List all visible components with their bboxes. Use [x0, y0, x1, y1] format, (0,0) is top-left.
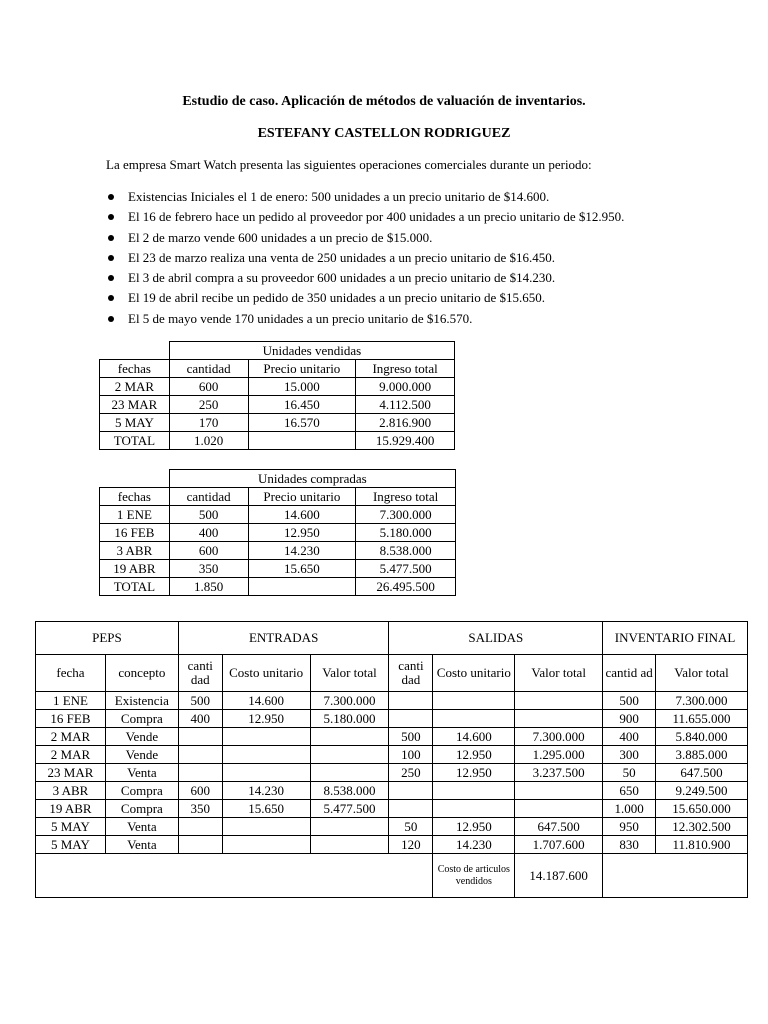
table-cell: 500 [389, 728, 433, 746]
table-cell: 5 MAY [36, 818, 106, 836]
column-header: cantidad [169, 488, 248, 506]
table-row [36, 746, 748, 764]
list-item: El 23 de marzo realiza una venta de 250 unidades a un precio unitario de $16.450. [106, 248, 624, 268]
table-row [36, 800, 748, 818]
table-cell: 16 FEB [100, 524, 170, 542]
table-row [36, 692, 748, 710]
column-header: Precio unitario [248, 488, 356, 506]
table-cell: 650 [603, 782, 656, 800]
column-header: fechas [100, 488, 170, 506]
group-header: ENTRADAS [178, 622, 389, 655]
table-cell: Vende [105, 746, 178, 764]
empty-cell [603, 854, 748, 898]
table-cell [222, 746, 310, 764]
table-cell [433, 782, 515, 800]
table-cell [178, 836, 222, 854]
table-cell [389, 782, 433, 800]
table-cell: 2 MAR [100, 378, 170, 396]
table-cell: 500 [178, 692, 222, 710]
empty-cell [100, 470, 170, 488]
table-cell: 500 [603, 692, 656, 710]
group-header: Unidades vendidas [169, 342, 454, 360]
cost-label: Costo de articulos vendidos [433, 854, 515, 898]
table-cell: 7.300.000 [356, 506, 456, 524]
group-header-row [36, 622, 748, 655]
table-cell: 900 [603, 710, 656, 728]
table-cell: 647.500 [515, 818, 603, 836]
table-cell: 8.538.000 [356, 542, 456, 560]
table-cell [433, 710, 515, 728]
table-cell [310, 746, 389, 764]
table-cell: 400 [603, 728, 656, 746]
table-cell [515, 782, 603, 800]
column-header: Costo unitario [222, 655, 310, 692]
table-cell: 3.885.000 [656, 746, 748, 764]
table-cell: 14.600 [222, 692, 310, 710]
column-header: Costo unitario [433, 655, 515, 692]
table-cell [222, 764, 310, 782]
table-cell: 11.810.900 [656, 836, 748, 854]
table-cell: Compra [105, 782, 178, 800]
table-cell [222, 818, 310, 836]
total-row [100, 578, 456, 596]
list-item: Existencias Iniciales el 1 de enero: 500 unidades a un precio unitario de $14.600. [106, 187, 624, 207]
table-cell: 14.230 [433, 836, 515, 854]
table-cell: 1.850 [169, 578, 248, 596]
table-cell: 1.000 [603, 800, 656, 818]
table-cell: 400 [169, 524, 248, 542]
table-cell: 4.112.500 [356, 396, 455, 414]
table-cell: 950 [603, 818, 656, 836]
column-header: Ingreso total [356, 488, 456, 506]
table-cell: 5.477.500 [310, 800, 389, 818]
table-cell [389, 692, 433, 710]
table-cell: 15.650 [222, 800, 310, 818]
table-cell: 1 ENE [36, 692, 106, 710]
table-cell: 14.600 [433, 728, 515, 746]
table-cell: 16.570 [248, 414, 356, 432]
table-cell: 300 [603, 746, 656, 764]
table-cell: 1.295.000 [515, 746, 603, 764]
table-cell: TOTAL [100, 578, 170, 596]
table-cell [222, 728, 310, 746]
table-cell: 647.500 [656, 764, 748, 782]
table-cell: 7.300.000 [656, 692, 748, 710]
table-row [36, 782, 748, 800]
table-cell: 50 [389, 818, 433, 836]
table-cell [515, 710, 603, 728]
table-row [100, 414, 455, 432]
table-cell: 3 ABR [100, 542, 170, 560]
table-cell: 3.237.500 [515, 764, 603, 782]
group-header: PEPS [36, 622, 179, 655]
operations-list [106, 187, 624, 329]
table-cell: 170 [169, 414, 248, 432]
table-cell: 5.180.000 [310, 710, 389, 728]
table-cell: 3 ABR [36, 782, 106, 800]
column-header: concepto [105, 655, 178, 692]
table-cell [433, 800, 515, 818]
table-row [36, 728, 748, 746]
table-cell: 7.300.000 [515, 728, 603, 746]
table-cell: TOTAL [100, 432, 170, 450]
table-cell: 5 MAY [100, 414, 170, 432]
table-cell: 600 [169, 378, 248, 396]
table-cell [178, 746, 222, 764]
column-header: Valor total [656, 655, 748, 692]
cost-value: 14.187.600 [515, 854, 603, 898]
intro-paragraph: La empresa Smart Watch presenta las siguientes operaciones comerciales durante un periodo: [106, 157, 592, 172]
empty-cell [100, 342, 170, 360]
table-cell [515, 692, 603, 710]
column-header: fecha [36, 655, 106, 692]
peps-table [35, 621, 748, 898]
table-row [36, 818, 748, 836]
column-header: Ingreso total [356, 360, 455, 378]
table-cell: 14.230 [248, 542, 356, 560]
table-cell [389, 800, 433, 818]
table-cell: Venta [105, 836, 178, 854]
list-item: El 5 de mayo vende 170 unidades a un precio unitario de $16.570. [106, 309, 624, 329]
table-row [100, 524, 456, 542]
table-cell [310, 818, 389, 836]
table-cell: 12.950 [222, 710, 310, 728]
table-cell: 12.950 [433, 746, 515, 764]
cost-summary-row [36, 854, 748, 898]
table-cell [178, 818, 222, 836]
table-cell: 350 [178, 800, 222, 818]
table-cell: 14.600 [248, 506, 356, 524]
table-cell: Compra [105, 800, 178, 818]
table-row [100, 560, 456, 578]
table-cell: 250 [389, 764, 433, 782]
table-cell: 830 [603, 836, 656, 854]
table-cell: Venta [105, 818, 178, 836]
table-cell: 50 [603, 764, 656, 782]
table-cell [515, 800, 603, 818]
table-cell: 2 MAR [36, 728, 106, 746]
column-header: cantid ad [603, 655, 656, 692]
table-header-row [100, 488, 456, 506]
column-header: canti dad [178, 655, 222, 692]
table-cell: 5.840.000 [656, 728, 748, 746]
table-cell: 600 [169, 542, 248, 560]
table-cell: Existencia [105, 692, 178, 710]
table-cell [389, 710, 433, 728]
table-row [36, 710, 748, 728]
table-cell: 8.538.000 [310, 782, 389, 800]
table-cell [433, 692, 515, 710]
table-cell: 400 [178, 710, 222, 728]
group-header: Unidades compradas [169, 470, 455, 488]
table-cell: 500 [169, 506, 248, 524]
table-cell: 15.650 [248, 560, 356, 578]
table-cell: 11.655.000 [656, 710, 748, 728]
table-cell: 600 [178, 782, 222, 800]
table-cell: 5.180.000 [356, 524, 456, 542]
table-cell: 1.707.600 [515, 836, 603, 854]
bought-units-table [99, 469, 456, 596]
table-cell: 250 [169, 396, 248, 414]
table-cell: 16.450 [248, 396, 356, 414]
table-row [100, 506, 456, 524]
table-row [36, 836, 748, 854]
table-cell: 1 ENE [100, 506, 170, 524]
table-cell: 120 [389, 836, 433, 854]
table-cell [248, 432, 356, 450]
table-cell [310, 764, 389, 782]
table-row [100, 396, 455, 414]
table-cell: 12.302.500 [656, 818, 748, 836]
table-cell: 5.477.500 [356, 560, 456, 578]
table-cell [310, 836, 389, 854]
table-header-row [36, 655, 748, 692]
list-item: El 16 de febrero hace un pedido al proveedor por 400 unidades a un precio unitario de $12.950. [106, 207, 624, 227]
table-cell: 12.950 [433, 764, 515, 782]
table-cell: Compra [105, 710, 178, 728]
table-cell: Vende [105, 728, 178, 746]
author-name: ESTEFANY CASTELLON RODRIGUEZ [257, 126, 511, 141]
table-cell: 16 FEB [36, 710, 106, 728]
table-cell: 2 MAR [36, 746, 106, 764]
table-cell: 9.000.000 [356, 378, 455, 396]
table-cell: 7.300.000 [310, 692, 389, 710]
column-header: Valor total [515, 655, 603, 692]
column-header: canti dad [389, 655, 433, 692]
table-cell: Venta [105, 764, 178, 782]
table-cell [178, 728, 222, 746]
table-cell [310, 728, 389, 746]
group-header: SALIDAS [389, 622, 603, 655]
table-cell: 19 ABR [36, 800, 106, 818]
column-header: cantidad [169, 360, 248, 378]
table-cell: 19 ABR [100, 560, 170, 578]
table-cell: 12.950 [433, 818, 515, 836]
list-item: El 3 de abril compra a su proveedor 600 unidades a un precio unitario de $14.230. [106, 268, 624, 288]
sold-units-table [99, 341, 455, 450]
column-header: fechas [100, 360, 170, 378]
document-title: Estudio de caso. Aplicación de métodos de valuación de inventarios. [182, 94, 586, 109]
table-cell: 23 MAR [36, 764, 106, 782]
list-item: El 19 de abril recibe un pedido de 350 unidades a un precio unitario de $15.650. [106, 288, 624, 308]
table-cell: 15.929.400 [356, 432, 455, 450]
table-cell: 350 [169, 560, 248, 578]
table-cell [178, 764, 222, 782]
table-cell: 1.020 [169, 432, 248, 450]
empty-cell [36, 854, 433, 898]
table-row [100, 378, 455, 396]
table-cell: 100 [389, 746, 433, 764]
table-cell: 15.650.000 [656, 800, 748, 818]
table-cell: 26.495.500 [356, 578, 456, 596]
table-cell: 2.816.900 [356, 414, 455, 432]
table-row [36, 764, 748, 782]
table-header-row [100, 360, 455, 378]
table-cell: 12.950 [248, 524, 356, 542]
list-item: El 2 de marzo vende 600 unidades a un precio de $15.000. [106, 228, 624, 248]
table-row [100, 542, 456, 560]
table-cell: 14.230 [222, 782, 310, 800]
table-cell: 23 MAR [100, 396, 170, 414]
table-cell [248, 578, 356, 596]
table-cell [222, 836, 310, 854]
group-header: INVENTARIO FINAL [603, 622, 748, 655]
column-header: Precio unitario [248, 360, 356, 378]
table-cell: 9.249.500 [656, 782, 748, 800]
total-row [100, 432, 455, 450]
column-header: Valor total [310, 655, 389, 692]
table-cell: 15.000 [248, 378, 356, 396]
table-cell: 5 MAY [36, 836, 106, 854]
